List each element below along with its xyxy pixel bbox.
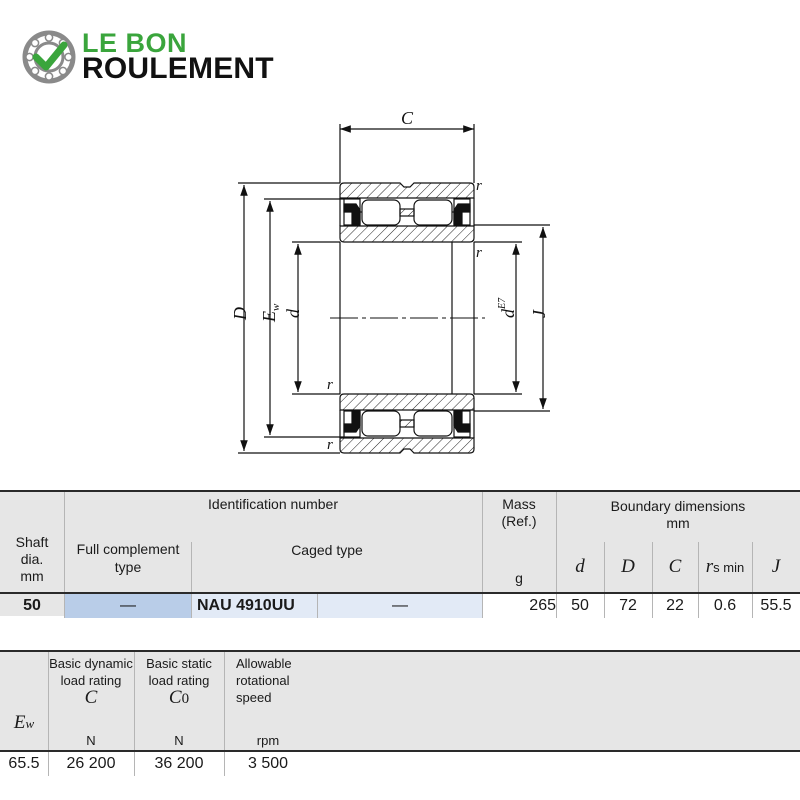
cell-J: 55.5 xyxy=(760,597,792,614)
bearing-check-icon xyxy=(22,30,76,84)
dim-label-d: d xyxy=(283,309,303,318)
col-header-shaft: Shaft dia. mm xyxy=(15,534,49,584)
radius-label-r: r xyxy=(476,178,482,194)
dimensions-table xyxy=(0,490,800,618)
col-header-static-load: Basic static load rating C0 xyxy=(146,656,212,708)
dim-label-J: J xyxy=(529,310,549,318)
col-header-C: C xyxy=(668,556,682,577)
col-header-d: d xyxy=(575,556,585,577)
cell-caged-type: NAU 4910UU xyxy=(192,594,323,618)
cell-D: 72 xyxy=(619,597,637,614)
cell-caged-alt: — xyxy=(318,594,482,618)
dim-label-D: D xyxy=(230,307,250,320)
col-header-mass: Mass (Ref.) xyxy=(501,496,537,529)
col-header-mass-unit: g xyxy=(515,570,523,586)
col-header-identification: Identification number xyxy=(208,496,338,512)
col-header-J: J xyxy=(771,556,781,577)
col-header-speed-unit: rpm xyxy=(256,733,280,748)
cell-ew: 65.5 xyxy=(8,755,40,772)
radius-label-r: r xyxy=(476,245,482,261)
brand-logo xyxy=(22,28,312,88)
cell-mass: 265 xyxy=(529,597,556,614)
logo-text-bottom: ROULEMENT xyxy=(82,52,274,85)
cell-rs-min: 0.6 xyxy=(713,597,737,614)
logo-text-top: LE BON xyxy=(82,28,188,58)
cell-static-load: 36 200 xyxy=(154,755,204,772)
col-header-D: D xyxy=(621,556,635,577)
col-header-full-complement: Full complement type xyxy=(76,541,180,575)
radius-label-r: r xyxy=(327,437,333,453)
col-header-boundary: Boundary dimensions mm xyxy=(610,498,746,531)
cell-full-complement: — xyxy=(65,594,191,618)
cell-d: 50 xyxy=(571,597,589,614)
bearing-section-drawing xyxy=(0,100,800,470)
col-header-caged-type: Caged type xyxy=(291,542,363,558)
col-header-dynamic-load: Basic dynamic load rating C xyxy=(49,656,133,708)
table-row xyxy=(0,752,800,776)
radius-label-r: r xyxy=(327,377,333,393)
load-rating-table xyxy=(0,650,800,776)
cell-dynamic-load: 26 200 xyxy=(66,755,116,772)
cell-shaft: 50 xyxy=(0,594,64,616)
col-header-speed: Allowable rotational speed xyxy=(236,656,292,705)
table-row xyxy=(0,594,800,618)
col-header-static-unit: N xyxy=(174,733,184,748)
dim-label-Ew: $E_w$ xyxy=(259,303,282,322)
dim-label-dE7: $d^{E7}$ xyxy=(497,297,518,318)
cell-speed: 3 500 xyxy=(247,755,289,772)
col-header-ew: Ew xyxy=(13,712,35,733)
cell-C: 22 xyxy=(666,597,684,614)
col-header-dynamic-unit: N xyxy=(86,733,96,748)
dim-label-C: C xyxy=(401,108,414,128)
col-header-rs-min: rs min xyxy=(705,556,745,577)
